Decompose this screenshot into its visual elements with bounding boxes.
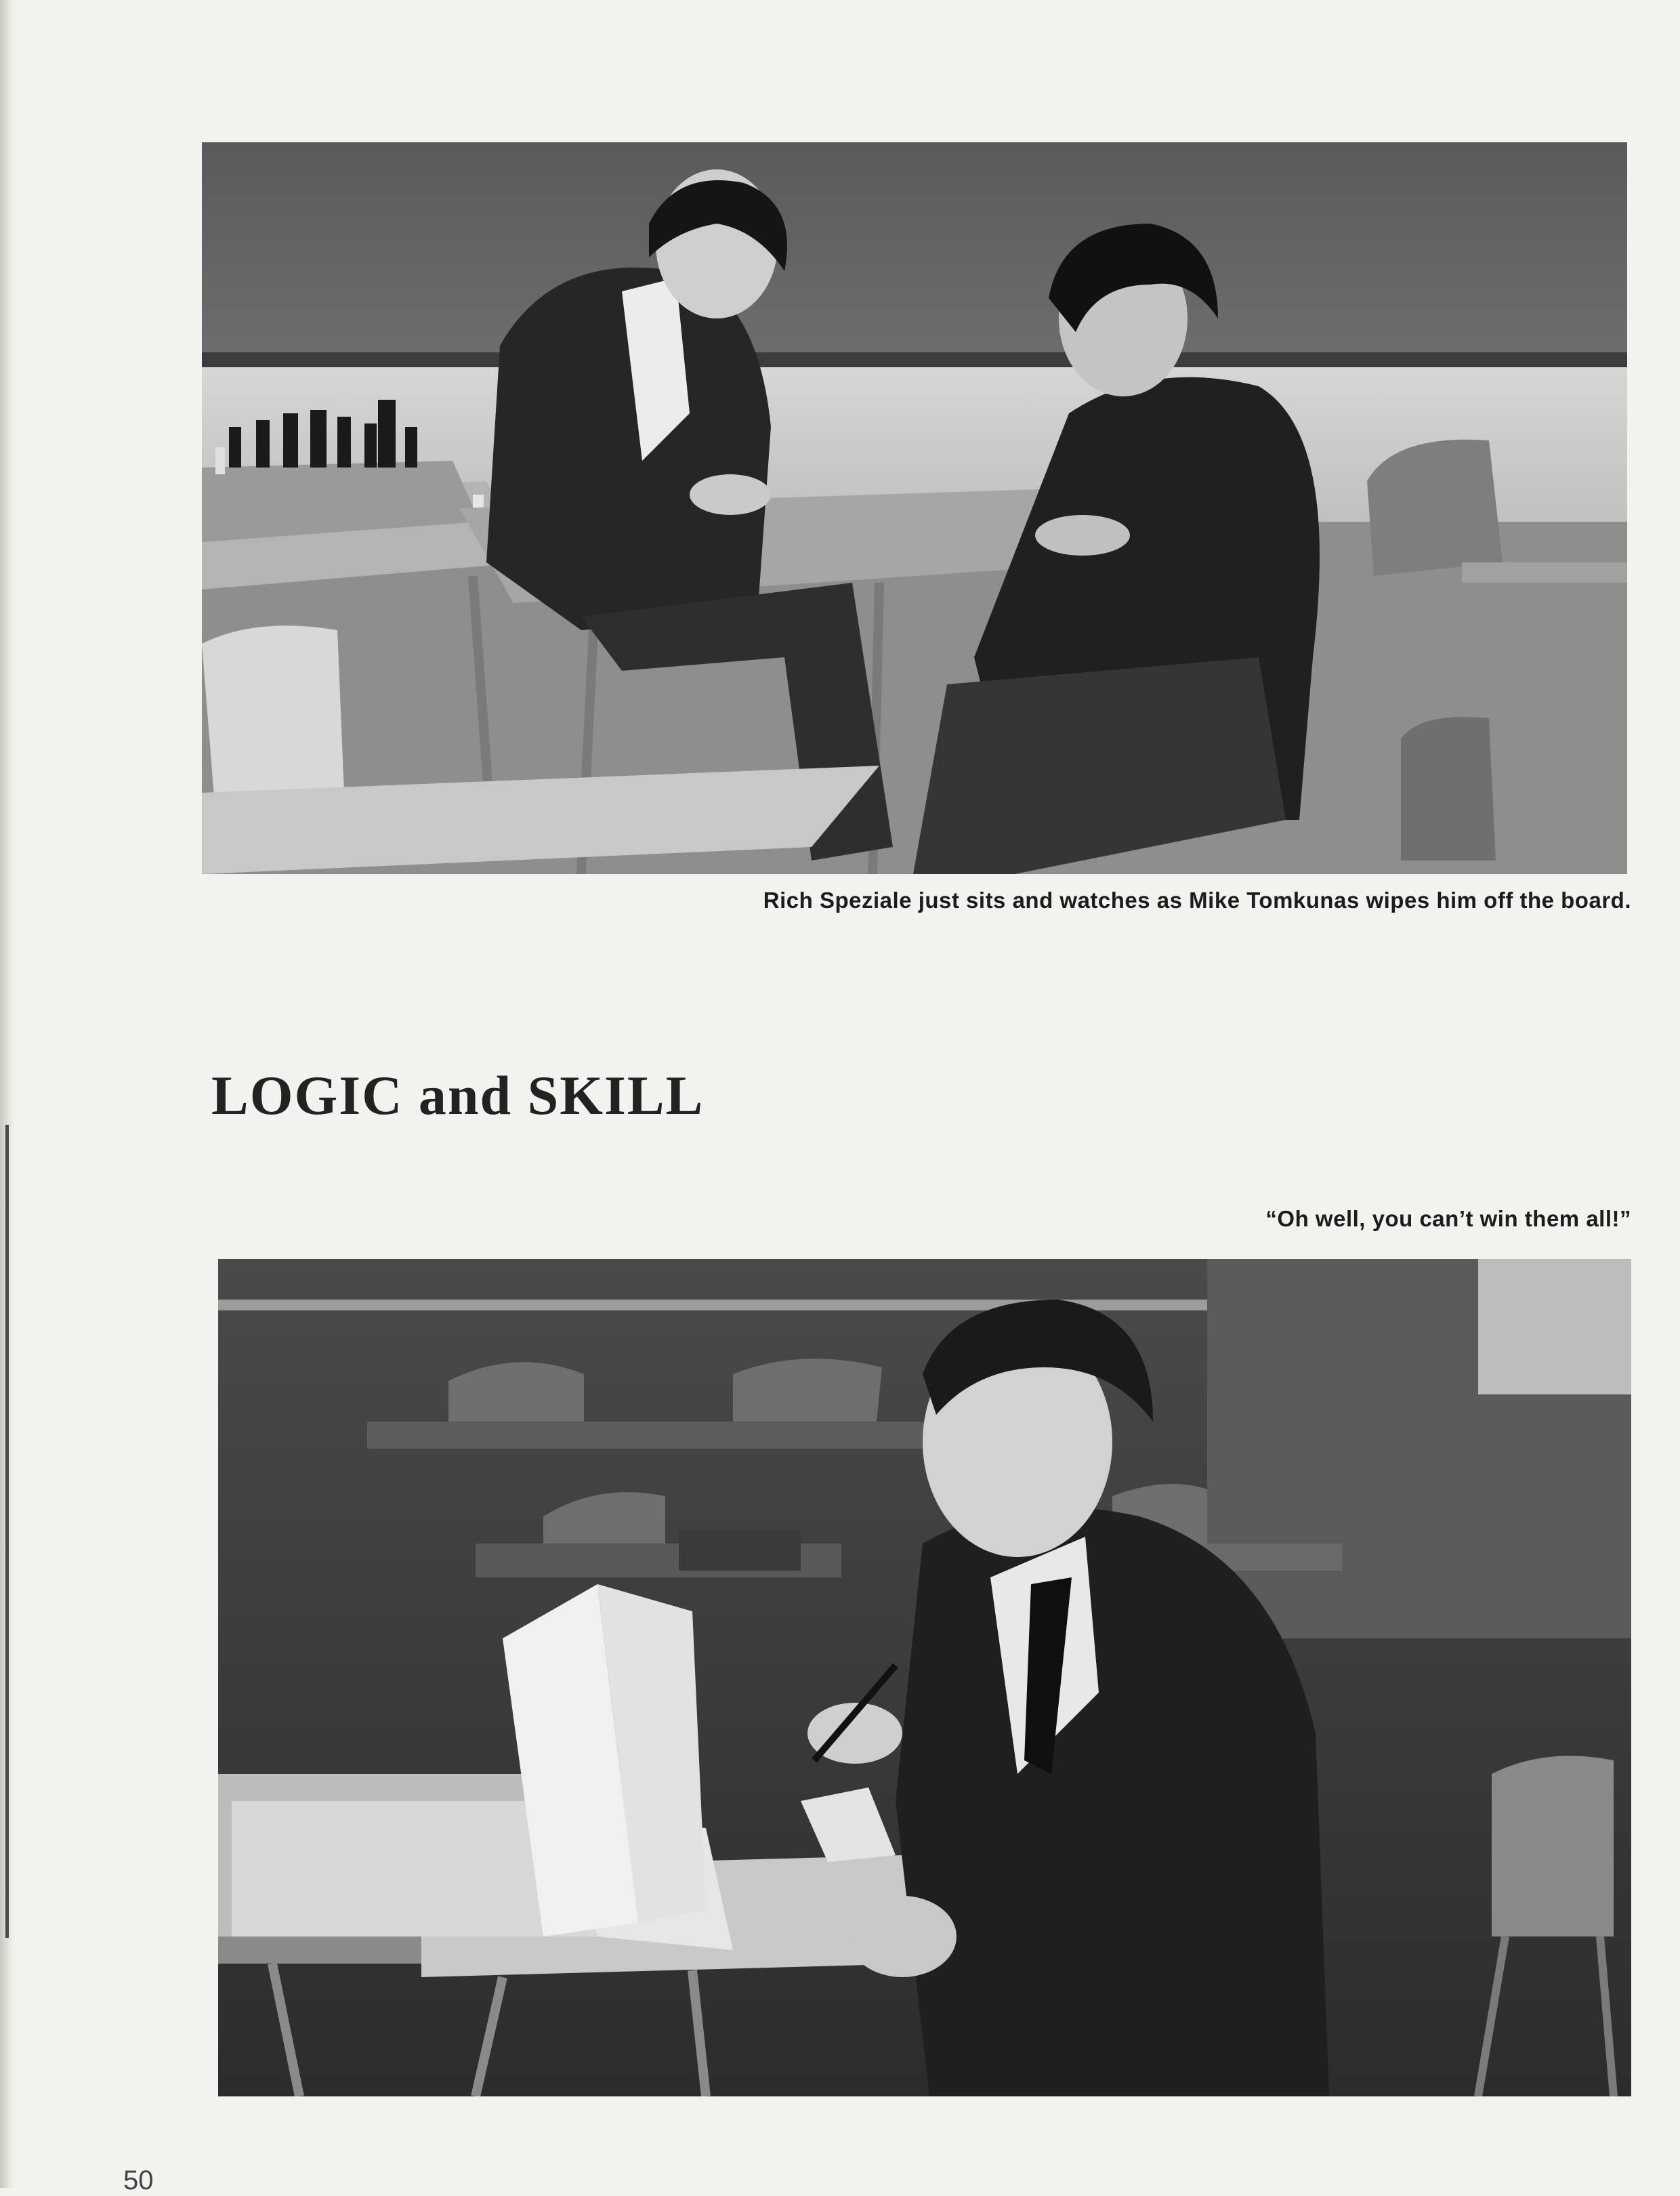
chess-game-photo xyxy=(202,142,1627,874)
student-writing-illustration xyxy=(218,1259,1631,2096)
top-photo-caption: Rich Speziale just sits and watches as Mike Tomkunas wipes him off the board. xyxy=(763,888,1631,913)
page-number: 50 xyxy=(123,2166,154,2195)
bottom-photo-caption: “Oh well, you can’t win them all!” xyxy=(1265,1206,1631,1231)
page-spine-edge xyxy=(5,1125,9,1938)
student-writing-photo xyxy=(218,1259,1631,2096)
page-headline: LOGIC and SKILL xyxy=(211,1064,705,1126)
chess-game-illustration xyxy=(202,142,1627,874)
